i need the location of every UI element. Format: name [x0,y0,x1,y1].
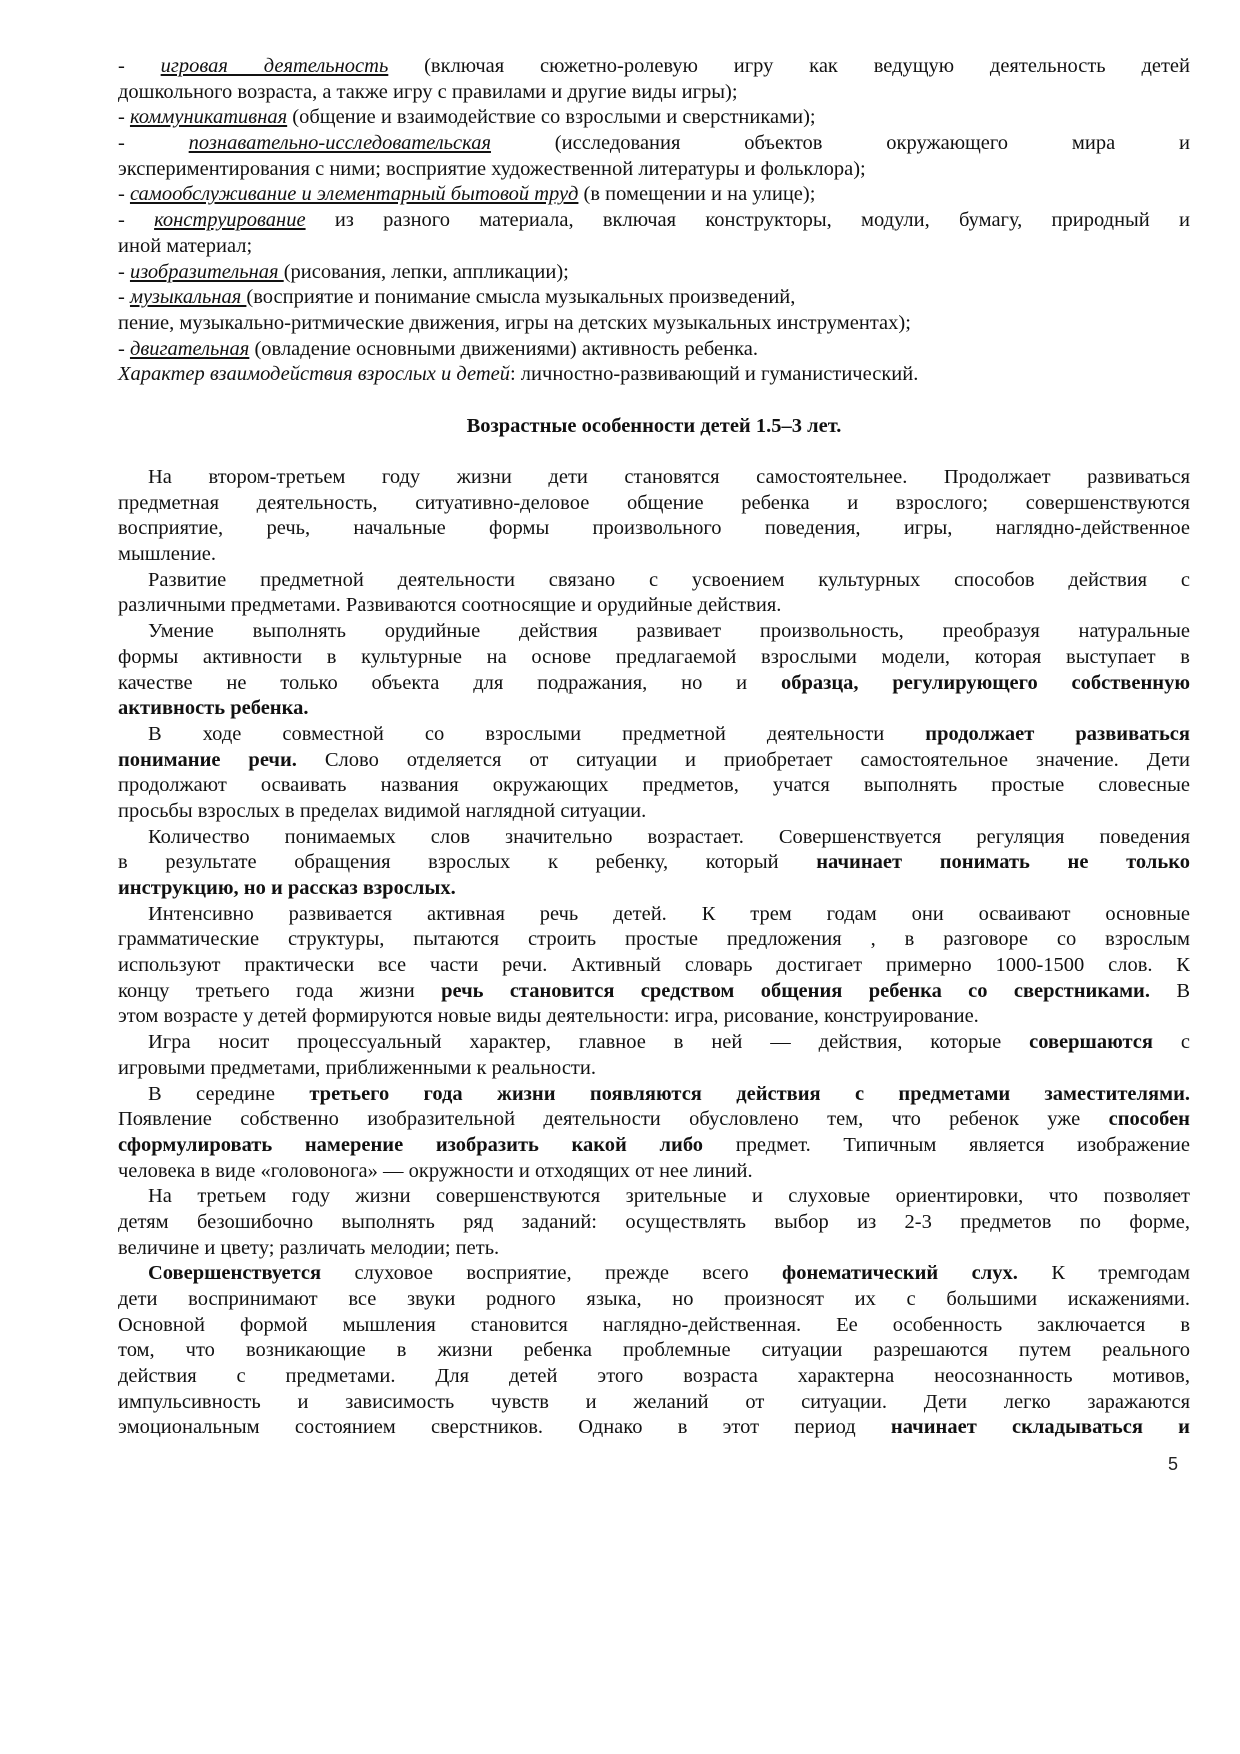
section-body [118,465,1190,1441]
activity-list [118,54,1190,388]
text-line [118,516,1190,542]
section-heading: Возрастные особенности детей 1.5–3 лет. [466,414,842,437]
paragraph [118,722,1190,825]
text-run: (в помещении и на улице); [578,183,816,206]
activity-term: коммуникативная [129,106,288,129]
text-run: Слово отделяется от ситуации и приобретает самостоятельное значение. Дети [296,748,1190,771]
text-line [118,1236,1190,1262]
bold-text: способен [1108,1108,1190,1131]
text-run: человека в виде «головонога» — окружности и отходящих от нее линий. [118,1159,753,1182]
bold-text: начинает понимать не только [816,851,1190,874]
text-line [118,722,1190,748]
activity-term: музыкальная [129,286,247,309]
paragraph [118,465,1190,568]
bold-text: Совершенствуется [148,1262,322,1285]
text-line [118,542,1190,568]
text-run: эмоциональным состоянием сверстников. Однако в этот период [118,1416,891,1439]
text-line [118,1313,1190,1339]
bold-text: образца, регулирующего собственную [780,671,1190,694]
text-line [118,696,1190,722]
activity-term: игровая деятельность [160,55,389,77]
text-run: В ходе совместной со взрослыми предметной деятельности [148,722,926,745]
text-run: (восприятие и понимание смысла музыкальных произведений, [246,286,796,309]
text-line [118,568,1190,594]
text-run: (общение и взаимодействие со взрослыми и сверстниками); [287,106,816,129]
document-page [118,54,1190,1441]
text-line [118,1415,1190,1441]
text-line [118,773,1190,799]
text-line [118,902,1190,928]
text-run: дошкольного возраста, а также игру с правилами и другие виды игры); [118,80,738,103]
text-run: Интенсивно развивается активная речь детей. К трем годам они осваивают основные [148,902,1190,925]
text-run: действия с предметами. Для детей этого возраста характерна неосознанность мотивов, [118,1365,1190,1388]
text-line [118,208,1190,234]
bold-text: речь становится средством общения ребенка со сверстниками. [441,979,1150,1002]
activity-term: познавательно-исследовательская [188,132,491,155]
activity-term: двигательная [129,337,250,360]
text-run: в результате обращения взрослых к ребенку, который [118,851,817,874]
text-run: продолжают осваивать названия окружающих предметов, учатся выполнять простые словесные [118,774,1190,797]
italic-text: Характер взаимодействия взрослых и детей [118,363,510,386]
text-line [118,1004,1190,1030]
paragraph [118,825,1190,902]
text-line [118,465,1190,491]
text-run: (рисования, лепки, аппликации); [283,260,569,283]
text-run: используют практически все части речи. Активный словарь достигает примерно 1000-1500 слов. К [118,954,1190,977]
text-run: - [118,106,130,129]
text-run: дети воспринимают все звуки родного языка, но произносят их с большими искажениями. [118,1288,1190,1310]
text-run: - [118,55,161,77]
text-run: величине и цвету; различать мелодии; петь. [118,1236,500,1259]
text-run: игровыми предметами, приближенными к реальности. [118,1056,596,1079]
page-number: 5 [1168,1454,1179,1474]
text-line [118,260,1190,286]
text-line [118,850,1190,876]
text-line [118,1261,1190,1287]
text-line [118,671,1190,697]
text-run: иной материал; [118,234,253,257]
text-run: этом возрасте у детей формируются новые виды деятельности: игра, рисование, конструирование. [118,1005,979,1028]
text-line [118,876,1190,902]
text-line [118,1030,1190,1056]
spacer [118,439,1190,465]
bold-text: активность ребенка. [118,697,309,720]
list-item [118,260,1190,286]
text-run: формы активности в культурные на основе предлагаемой взрослыми модели, которая выступает в [118,645,1190,668]
text-run: восприятие, речь, начальные формы произвольного поведения, игры, наглядно-действенное [118,517,1190,540]
text-run: предметная деятельность, ситуативно-деловое общение ребенка и взрослого; совершенствуются [118,491,1190,514]
text-line [118,593,1190,619]
list-item [118,337,1190,363]
paragraph [118,1261,1190,1441]
bold-text: совершаются [1029,1031,1153,1054]
list-item [118,285,1190,311]
text-run: пение, музыкально-ритмические движения, игры на детских музыкальных инструментах); [118,311,911,334]
text-line [118,337,1190,363]
text-run: На втором-третьем году жизни дети становятся самостоятельнее. Продолжает развиваться [148,466,1190,488]
text-line [118,1184,1190,1210]
text-run: слуховое восприятие, прежде всего [321,1262,783,1285]
text-run: В [1149,979,1190,1002]
text-line [118,953,1190,979]
list-item [118,54,1190,105]
text-line [118,1107,1190,1133]
paragraph [118,1030,1190,1081]
text-run: концу третьего года жизни [118,979,442,1002]
text-line [118,182,1190,208]
text-line [118,1133,1190,1159]
text-run: экспериментирования с ними; восприятие художественной литературы и фольклора); [118,157,866,180]
text-line [118,979,1190,1005]
list-item [118,362,1190,388]
text-line [118,105,1190,131]
text-line [118,131,1190,157]
bold-text: продолжает развиваться [925,722,1190,745]
text-run: (включая сюжетно-ролевую игру как ведущую деятельность детей [388,55,1190,77]
text-line [118,927,1190,953]
paragraph [118,902,1190,1030]
text-line [118,234,1190,260]
text-line [118,80,1190,106]
bold-text: инструкцию, но и рассказ взрослых. [118,877,456,899]
text-line [118,491,1190,517]
bold-text: третьего года жизни появляются действия с предметами заместителями. [309,1082,1190,1105]
text-run: из разного материала, включая конструкторы, модули, бумагу, природный и [305,209,1190,232]
text-run: Количество понимаемых слов значительно возрастает. Совершенствуется регуляция поведения [148,825,1190,848]
text-run: (исследования объектов окружающего мира и [490,132,1190,155]
text-run: том, что возникающие в жизни ребенка проблемные ситуации разрешаются путем реального [118,1339,1190,1362]
activity-term: изобразительная [129,260,284,283]
text-line [118,157,1190,183]
bold-text: фонематический слух. [782,1262,1018,1285]
text-run: - [118,209,155,232]
text-run: Игра носит процессуальный характер, главное в ней — действия, которые [148,1031,1030,1054]
text-line [118,645,1190,671]
text-line [118,362,1190,388]
text-run: качестве не только объекта для подражания, но и [118,671,781,694]
text-run: Основной формой мышления становится наглядно-действенная. Ее особенность заключается в [118,1313,1190,1336]
text-line [118,1082,1190,1108]
activity-term: самообслуживание и элементарный бытовой труд [129,183,579,206]
list-item [118,131,1190,182]
paragraph [118,1184,1190,1261]
text-run: просьбы взрослых в пределах видимой наглядной ситуации. [118,799,647,822]
bold-text: понимание речи. [118,748,297,771]
text-run: - [118,183,130,206]
text-line [118,748,1190,774]
text-run: мышление. [118,543,217,566]
text-run: различными предметами. Развиваются соотносящие и орудийные действия. [118,594,782,617]
text-line [118,1364,1190,1390]
bold-text: сформулировать намерение изобразить какой либо [118,1133,704,1156]
list-item [118,105,1190,131]
text-line [118,825,1190,851]
text-run: грамматические структуры, пытаются строить простые предложения , в разговоре со взрослым [118,928,1190,951]
text-run: На третьем году жизни совершенствуются зрительные и слуховые ориентировки, что позволяет [148,1185,1190,1208]
text-line [118,1159,1190,1185]
text-run: детям безошибочно выполнять ряд заданий: осуществлять выбор из 2-3 предметов по форме, [118,1210,1190,1233]
text-run: - [118,260,130,283]
text-line [118,1390,1190,1416]
text-line [118,619,1190,645]
text-run: предмет. Типичным является изображение [703,1133,1191,1156]
text-run: Появление собственно изобразительной деятельности обусловлено тем, что ребенок уже [118,1108,1109,1131]
paragraph [118,1082,1190,1185]
text-run: - [118,132,189,155]
bold-text: начинает складываться и [890,1416,1190,1439]
text-line [118,1056,1190,1082]
text-line [118,1287,1190,1313]
text-run: - [118,286,130,309]
spacer [118,388,1190,414]
text-run: с [1153,1031,1190,1054]
list-item [118,311,1190,337]
paragraph [118,568,1190,619]
text-line [118,1210,1190,1236]
text-line [118,1338,1190,1364]
list-item [118,208,1190,259]
list-item [118,182,1190,208]
text-run: - [118,337,130,360]
text-run: (овладение основными движениями) активность ребенка. [249,337,758,360]
text-run: Умение выполнять орудийные действия развивает произвольность, преобразуя натуральные [148,620,1190,643]
text-line [118,285,1190,311]
text-line [118,311,1190,337]
text-run: : личностно-развивающий и гуманистический. [509,363,919,386]
text-run: импульсивность и зависимость чувств и желаний от ситуации. Дети легко заражаются [118,1390,1190,1413]
text-line [118,54,1190,80]
text-run: К тремгодам [1017,1262,1191,1285]
text-run: В середине [148,1082,310,1105]
text-run: Развитие предметной деятельности связано с усвоением культурных способов действия с [148,568,1190,591]
text-line [118,799,1190,825]
activity-term: конструирование [154,209,306,232]
paragraph [118,619,1190,722]
